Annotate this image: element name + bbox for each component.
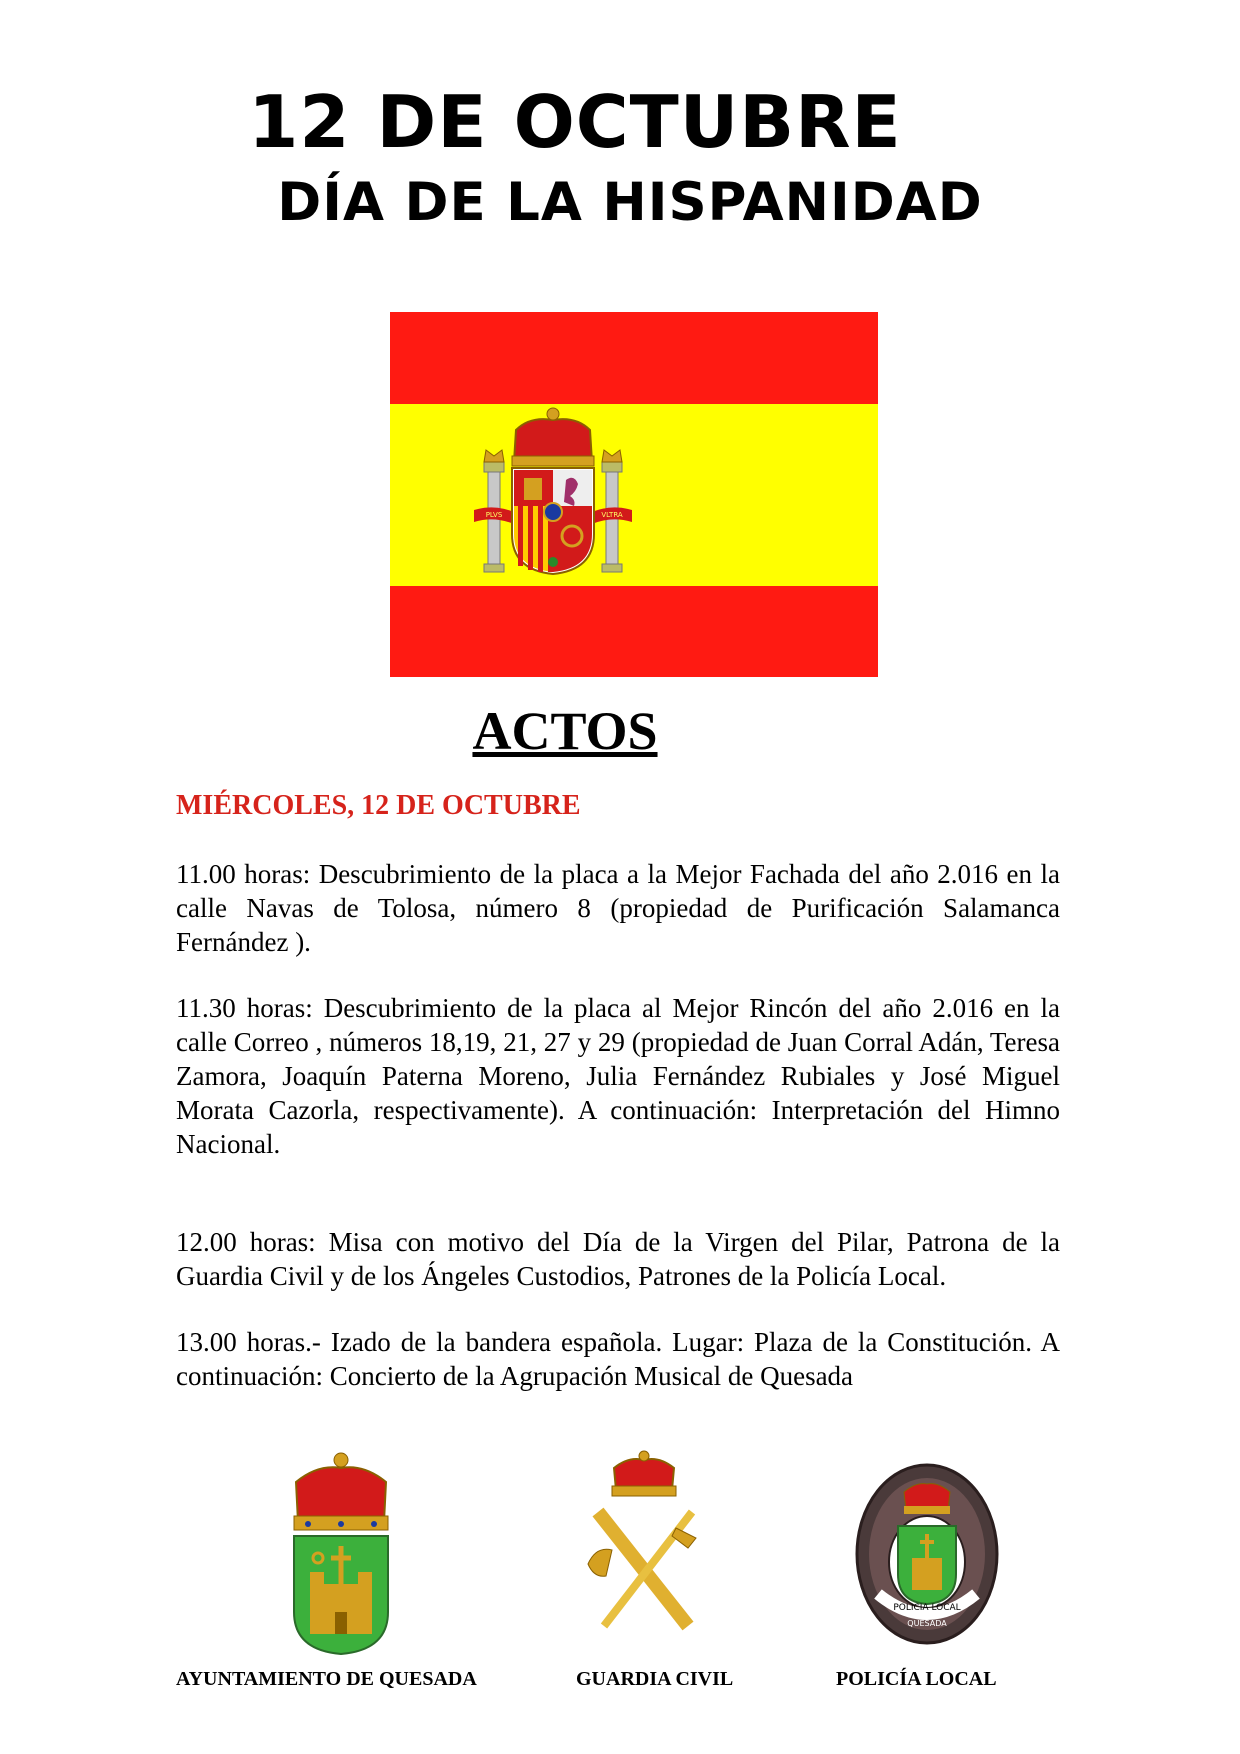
logo-label-ayuntamiento: AYUNTAMIENTO DE QUESADA xyxy=(176,1668,477,1690)
section-heading: ACTOS xyxy=(472,701,658,761)
badge-text-bottom: QUESADA xyxy=(907,1619,947,1628)
logo-label-guardia-civil: GUARDIA CIVIL xyxy=(576,1668,734,1690)
quesada-coat-of-arms-icon xyxy=(288,1452,394,1657)
banner-left-text: PLVS xyxy=(485,511,503,519)
event-item: 11.30 horas: Descubrimiento de la placa al Mejor Rincón del año 2.016 en la calle Correo , números 18,19, 21, 27 y 29 (propiedad de Juan Corral Adán, Teresa Zamora, Joaquín Paterna Moreno, Julia Fernández Rubiales y José Miguel Morata Cazorla, respectivamente). A continuación: Interpretación del Himno Nacional. xyxy=(176,993,1060,1159)
policia-local-badge-icon xyxy=(854,1462,1000,1646)
spain-flag-icon xyxy=(390,312,878,677)
badge-text-top: POLICIA LOCAL xyxy=(893,1603,961,1613)
guardia-civil-emblem-icon xyxy=(584,1450,704,1636)
event-item: 12.00 horas: Misa con motivo del Día de la Virgen del Pilar, Patrona de la Guardia Civil y de los Ángeles Custodios, Patrones de la Policía Local. xyxy=(176,1227,1060,1291)
banner-right-text: VLTRA xyxy=(601,511,623,519)
logo-label-policia-local: POLICÍA LOCAL xyxy=(836,1668,997,1690)
page-title: 12 DE OCTUBRE xyxy=(248,80,902,164)
event-item: 11.00 horas: Descubrimiento de la placa a la Mejor Fachada del año 2.016 en la calle Navas de Tolosa, número 8 (propiedad de Purificación Salamanca Fernández ). xyxy=(176,859,1060,957)
event-date: MIÉRCOLES, 12 DE OCTUBRE xyxy=(176,790,581,821)
page-subtitle: DÍA DE LA HISPANIDAD xyxy=(277,172,983,233)
event-item: 13.00 horas.- Izado de la bandera española. Lugar: Plaza de la Constitución. A continuación: Concierto de la Agrupación Musical de Quesada xyxy=(176,1327,1060,1391)
